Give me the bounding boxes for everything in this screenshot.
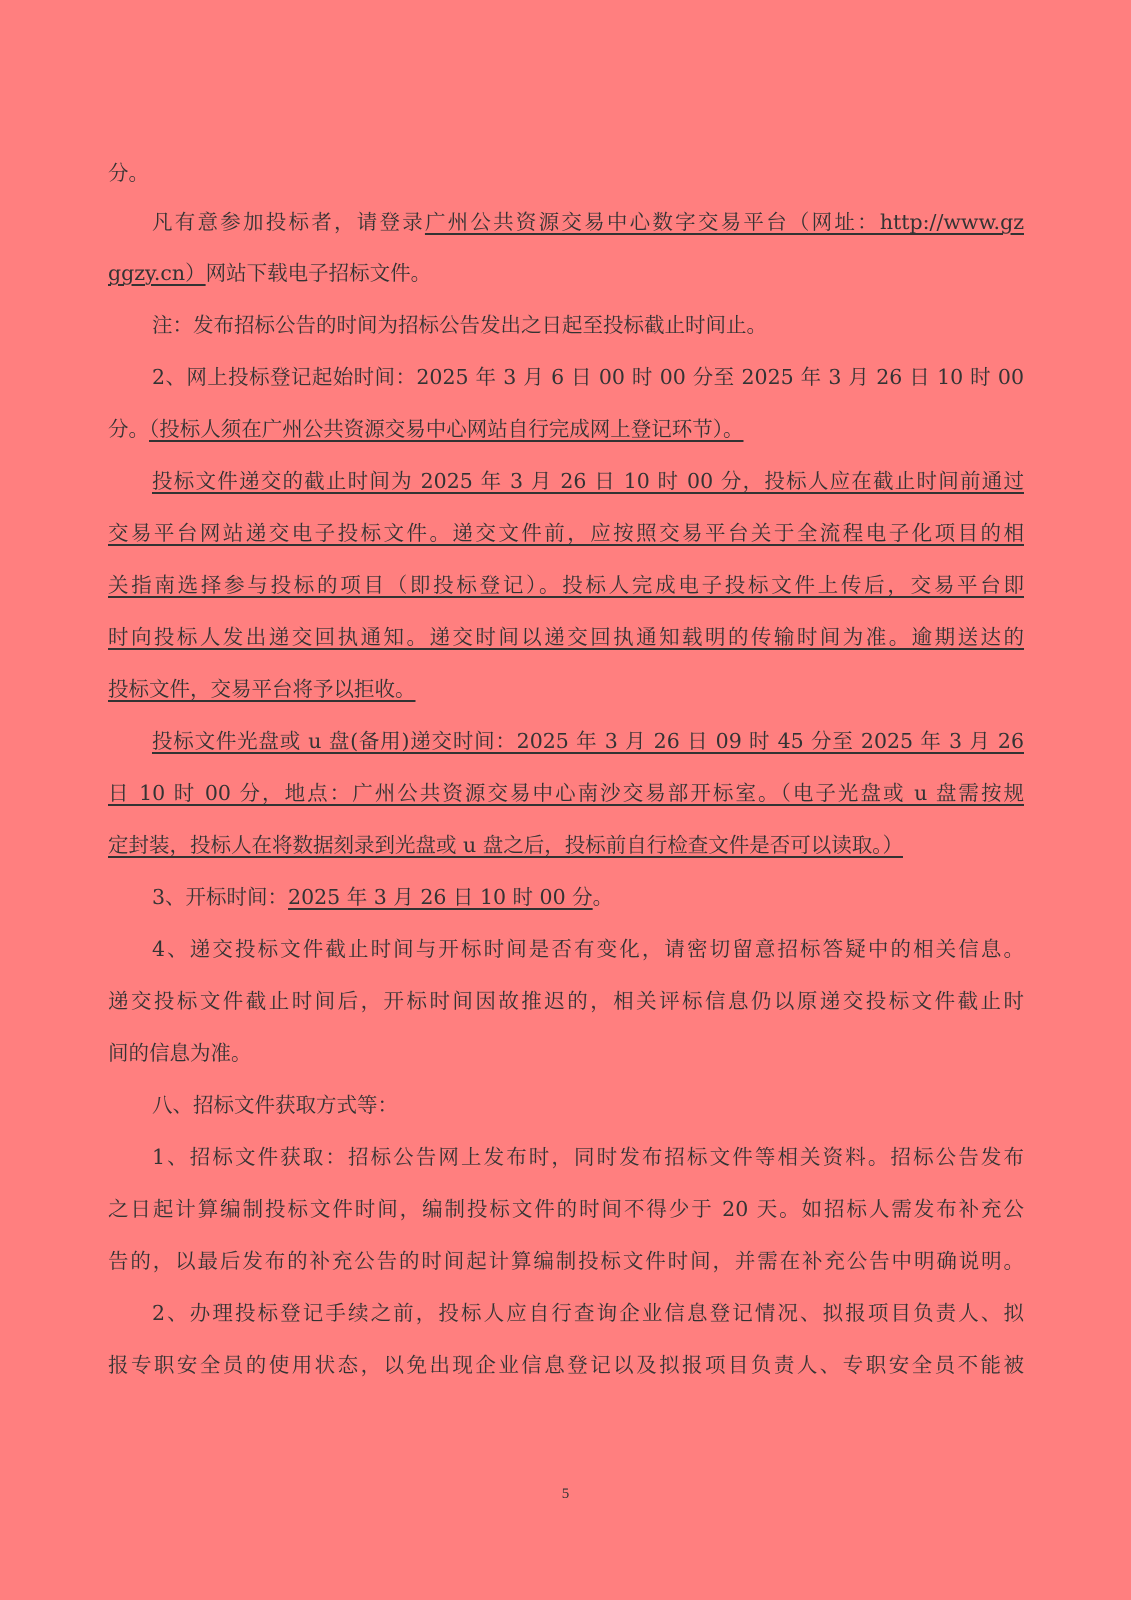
page-number: 5 — [561, 1486, 570, 1502]
paragraph-line — [108, 778, 1024, 808]
underlined-text: 投标文件光盘或 u 盘(备用)递交时间：2025 年 3 月 26 日 09 时 45 分至 2025 年 3 月 26 — [152, 729, 1024, 753]
underlined-text: （投标人须在广州公共资源交易中心网站自行完成网上登记环节）。 — [149, 417, 744, 441]
paragraph-line — [108, 518, 1024, 548]
text-segment: 2、办理投标登记手续之前，投标人应自行查询企业信息登记情况、拟报项目负责人、拟 — [152, 1301, 1024, 1325]
underlined-text: 投标文件递交的截止时间为 2025 年 3 月 26 日 10 时 00 分，投标人应在截止时间前通过 — [152, 469, 1024, 493]
website-link-text[interactable]: ggzy.cn） — [108, 261, 206, 285]
underlined-text: 交易平台网站递交电子投标文件。递交文件前，应按照交易平台关于全流程电子化项目的相 — [108, 521, 1024, 545]
paragraph-line — [108, 414, 1024, 444]
text-segment: 4、递交投标文件截止时间与开标时间是否有变化，请密切留意招标答疑中的相关信息。 — [152, 937, 1024, 961]
paragraph-line — [108, 934, 1024, 964]
paragraph-line — [108, 1246, 1024, 1276]
paragraph-line — [108, 882, 1024, 912]
text-segment: 报专职安全员的使用状态，以免出现企业信息登记以及拟报项目负责人、专职安全员不能被 — [108, 1353, 1024, 1377]
underlined-text: 投标文件，交易平台将予以拒收。 — [108, 677, 416, 701]
paragraph-line — [108, 207, 1024, 237]
paragraph-line — [108, 986, 1024, 1016]
paragraph-line — [108, 726, 1024, 756]
text-segment: 分。 — [108, 161, 149, 185]
paragraph-line — [108, 1038, 1024, 1068]
underlined-text: 日 10 时 00 分，地点：广州公共资源交易中心南沙交易部开标室。（电子光盘或 u 盘需按规 — [108, 781, 1024, 805]
underlined-text: 2025 年 3 月 26 日 10 时 00 分 — [288, 885, 593, 909]
text-segment: 间的信息为准。 — [108, 1041, 252, 1065]
paragraph-line — [108, 158, 1024, 188]
text-segment: 递交投标文件截止时间后，开标时间因故推迟的，相关评标信息仍以原递交投标文件截止时 — [108, 989, 1024, 1013]
paragraph-line — [108, 1350, 1024, 1380]
paragraph-line — [108, 674, 1024, 704]
text-segment: 。 — [592, 885, 614, 909]
underlined-text: 定封装，投标人在将数据刻录到光盘或 u 盘之后，投标前自行检查文件是否可以读取。） — [108, 833, 903, 857]
paragraph-line — [108, 362, 1024, 392]
website-link-text[interactable]: 广州公共资源交易中心数字交易平台（网址：http://www.gz — [424, 210, 1024, 234]
text-segment: 网站下载电子招标文件。 — [205, 261, 432, 285]
text-segment: 分。 — [108, 417, 149, 441]
paragraph-line — [108, 1194, 1024, 1224]
text-segment: 1、招标文件获取：招标公告网上发布时，同时发布招标文件等相关资料。招标公告发布 — [152, 1145, 1024, 1169]
section-heading — [108, 1090, 1024, 1120]
text-segment: 注：发布招标公告的时间为招标公告发出之日起至投标截止时间止。 — [152, 313, 767, 337]
paragraph-line — [108, 1298, 1024, 1328]
text-segment: 2、网上投标登记起始时间：2025 年 3 月 6 日 00 时 00 分至 2025 年 3 月 26 日 10 时 00 — [152, 365, 1024, 389]
paragraph-line — [108, 622, 1024, 652]
text-segment: 之日起计算编制投标文件时间，编制投标文件的时间不得少于 20 天。如招标人需发布补充公 — [108, 1197, 1024, 1221]
paragraph-line — [108, 570, 1024, 600]
text-segment: 告的，以最后发布的补充公告的时间起计算编制投标文件时间，并需在补充公告中明确说明。 — [108, 1249, 1024, 1273]
paragraph-line — [108, 310, 1024, 340]
underlined-text: 关指南选择参与投标的项目（即投标登记）。投标人完成电子投标文件上传后，交易平台即 — [108, 573, 1024, 597]
text-segment: 八、招标文件获取方式等： — [152, 1093, 398, 1117]
paragraph-line — [108, 1142, 1024, 1172]
text-segment: 凡有意参加投标者，请登录 — [152, 210, 425, 234]
paragraph-line — [108, 830, 1024, 860]
text-segment: 3、开标时间： — [152, 885, 289, 909]
underlined-text: 时向投标人发出递交回执通知。递交时间以递交回执通知载明的传输时间为准。逾期送达的 — [108, 625, 1024, 649]
paragraph-line — [108, 466, 1024, 496]
paragraph-line — [108, 258, 1024, 288]
